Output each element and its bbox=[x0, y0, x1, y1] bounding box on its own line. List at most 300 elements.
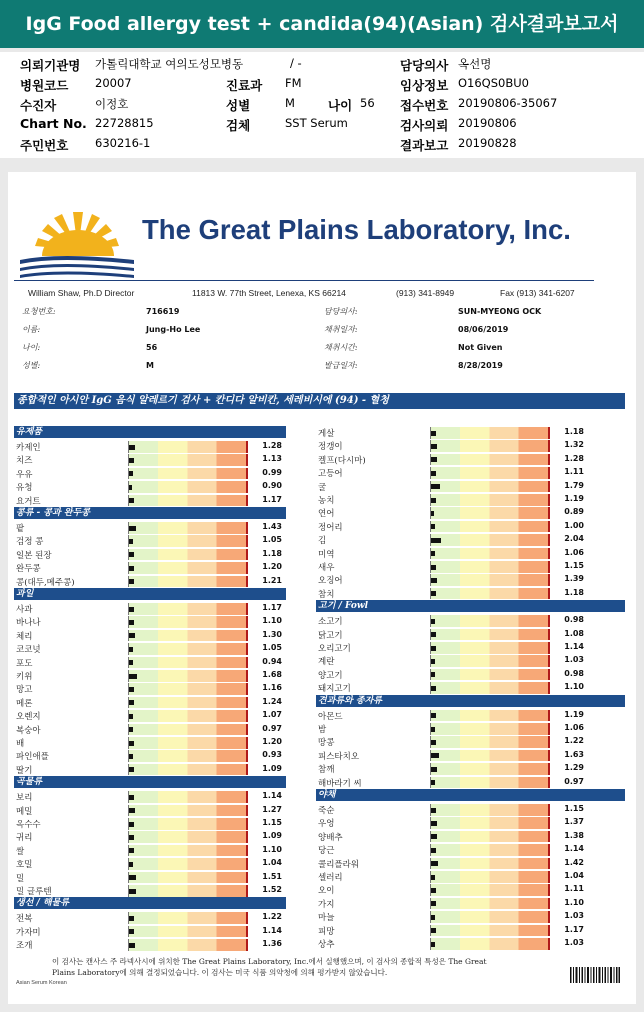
food-value: 1.18 bbox=[262, 548, 282, 558]
level-bar-fill bbox=[129, 875, 136, 880]
food-result-row bbox=[14, 629, 286, 642]
food-value: 1.28 bbox=[262, 441, 282, 450]
level-bar bbox=[430, 615, 550, 627]
chart-label: Chart No. bbox=[20, 116, 87, 131]
food-name: 복숭아 bbox=[16, 725, 41, 736]
food-result-row bbox=[14, 467, 286, 480]
food-name: 콩(대두,메주콩) bbox=[16, 577, 75, 588]
food-value: 1.04 bbox=[262, 858, 282, 868]
food-value: 1.29 bbox=[564, 763, 584, 773]
level-bar bbox=[128, 576, 248, 588]
food-result-row bbox=[316, 560, 625, 573]
level-bar bbox=[430, 723, 550, 735]
barcode-icon bbox=[570, 967, 620, 983]
food-result-row bbox=[316, 843, 625, 856]
food-value: 1.52 bbox=[262, 885, 282, 894]
food-value: 0.89 bbox=[564, 507, 584, 517]
footer-line-2: Plains Laboratory에 의해 결정되었습니다. 이 검사는 미국 식품 의약청에 의해 평가받지 않았습니다. bbox=[52, 968, 388, 977]
food-name: 돼지고기 bbox=[318, 684, 351, 695]
level-bar bbox=[430, 629, 550, 641]
food-value: 1.19 bbox=[564, 709, 584, 719]
level-bar bbox=[430, 804, 550, 816]
food-value: 1.36 bbox=[262, 939, 282, 949]
level-bar-fill bbox=[431, 767, 437, 772]
food-result-row bbox=[316, 547, 625, 560]
department-label: 진료과 bbox=[226, 78, 263, 93]
level-bar bbox=[128, 939, 248, 951]
food-result-row bbox=[14, 494, 286, 507]
food-value: 1.05 bbox=[262, 643, 282, 653]
level-bar bbox=[128, 481, 248, 493]
food-value: 1.03 bbox=[564, 655, 584, 665]
level-bar bbox=[430, 844, 550, 856]
food-name: 가자미 bbox=[16, 927, 41, 938]
food-result-row bbox=[14, 804, 286, 817]
collect-time-label: 채취시간: bbox=[324, 343, 358, 352]
food-result-row bbox=[316, 937, 625, 950]
collect-time-value: Not Given bbox=[458, 343, 503, 352]
level-bar-fill bbox=[129, 607, 134, 612]
food-value: 1.22 bbox=[262, 912, 282, 922]
food-result-row bbox=[316, 910, 625, 923]
level-bar bbox=[430, 494, 550, 506]
food-result-row bbox=[14, 575, 286, 588]
food-value: 0.90 bbox=[262, 481, 282, 491]
category-header: 유제품 bbox=[14, 426, 286, 438]
level-bar-fill bbox=[129, 929, 134, 934]
level-bar bbox=[128, 630, 248, 642]
level-bar-fill bbox=[129, 539, 133, 544]
food-value: 0.98 bbox=[564, 615, 584, 625]
food-result-row bbox=[316, 520, 625, 533]
level-bar bbox=[128, 468, 248, 480]
food-name: 우유 bbox=[16, 469, 33, 480]
food-value: 1.11 bbox=[564, 467, 584, 477]
food-result-row bbox=[14, 844, 286, 857]
sun-logo-icon bbox=[18, 194, 136, 280]
food-result-row bbox=[14, 925, 286, 938]
level-bar bbox=[430, 548, 550, 560]
level-bar-fill bbox=[431, 591, 436, 596]
food-result-row bbox=[14, 871, 286, 884]
food-value: 1.20 bbox=[262, 562, 282, 572]
level-bar bbox=[128, 643, 248, 655]
level-bar bbox=[128, 522, 248, 534]
category-header: 견과류와 종자류 bbox=[316, 695, 625, 707]
level-bar-fill bbox=[129, 700, 134, 705]
food-result-row bbox=[316, 749, 625, 762]
level-bar bbox=[430, 925, 550, 937]
food-result-row bbox=[14, 521, 286, 534]
food-name: 오징어 bbox=[318, 576, 343, 587]
level-bar bbox=[128, 562, 248, 574]
receipt-label: 접수번호 bbox=[400, 98, 449, 113]
food-name: 조개 bbox=[16, 941, 33, 952]
level-bar-fill bbox=[431, 619, 435, 624]
level-bar-fill bbox=[431, 551, 435, 556]
food-result-row bbox=[316, 924, 625, 937]
header-divider bbox=[14, 280, 594, 281]
food-name: 사과 bbox=[16, 605, 33, 615]
report-meta bbox=[0, 52, 644, 158]
food-result-row bbox=[316, 830, 625, 843]
level-bar-fill bbox=[129, 471, 133, 476]
footer-line-1: 이 검사는 캔사스 주 라넥사시에 위치한 The Great Plains Laboratory, Inc.에서 실행했으며, 이 검사의 종합적 특성은 The Great bbox=[52, 957, 487, 966]
level-bar-fill bbox=[431, 511, 434, 516]
level-bar bbox=[430, 669, 550, 681]
food-result-row bbox=[14, 696, 286, 709]
patient-label: 수진자 bbox=[20, 98, 57, 113]
level-bar bbox=[128, 818, 248, 830]
age-label: 나이 bbox=[328, 98, 353, 113]
level-bar bbox=[430, 911, 550, 923]
level-bar-fill bbox=[431, 861, 438, 866]
food-value: 1.68 bbox=[262, 670, 282, 679]
food-name: 양배추 bbox=[318, 832, 343, 843]
food-name: 보리 bbox=[16, 793, 33, 804]
level-bar bbox=[128, 831, 248, 843]
level-bar-fill bbox=[129, 767, 134, 772]
food-name: 배 bbox=[16, 739, 25, 749]
food-value: 1.13 bbox=[262, 454, 282, 464]
food-value: 1.27 bbox=[262, 804, 282, 814]
test-banner: 종합적인 아시안 IgG 음식 알레르기 검사 + 칸디다 알비칸, 세레비시에 (94) - 혈청 bbox=[14, 393, 625, 409]
results-right-column bbox=[316, 426, 625, 956]
food-result-row bbox=[316, 533, 625, 546]
food-name: 땅콩 bbox=[318, 738, 335, 749]
food-name: 포도 bbox=[16, 658, 33, 669]
level-bar bbox=[128, 535, 248, 547]
food-value: 1.24 bbox=[262, 696, 282, 706]
food-name: 요거트 bbox=[16, 496, 41, 507]
level-bar-fill bbox=[129, 445, 135, 450]
age-label: 나이: bbox=[22, 343, 41, 352]
level-bar-fill bbox=[129, 498, 134, 503]
level-bar-fill bbox=[129, 754, 133, 759]
level-bar-fill bbox=[431, 444, 437, 449]
level-bar-fill bbox=[431, 727, 435, 732]
level-bar bbox=[430, 534, 550, 546]
food-name: 계란 bbox=[318, 657, 335, 668]
level-bar bbox=[128, 926, 248, 938]
sex-label: 성별: bbox=[22, 361, 41, 370]
hospital-code-value: 20007 bbox=[95, 76, 132, 90]
food-name: 콜리플라워 bbox=[318, 859, 360, 870]
issue-date-value: 8/28/2019 bbox=[458, 361, 503, 370]
level-bar bbox=[430, 777, 550, 789]
food-name: 김 bbox=[318, 536, 327, 547]
doctor-value: SUN-MYEONG OCK bbox=[458, 307, 542, 316]
level-bar bbox=[128, 454, 248, 466]
level-bar bbox=[430, 440, 550, 452]
food-value: 1.03 bbox=[564, 938, 584, 947]
level-bar bbox=[128, 885, 248, 897]
level-bar-fill bbox=[129, 687, 134, 692]
food-name: 메론 bbox=[16, 698, 33, 709]
food-value: 1.04 bbox=[564, 871, 584, 880]
category-header: 생선 / 해물류 bbox=[14, 897, 286, 909]
level-bar-fill bbox=[431, 821, 437, 826]
level-bar-fill bbox=[431, 672, 435, 677]
food-value: 1.15 bbox=[262, 818, 282, 827]
report-title: IgG Food allergy test + candida(94)(Asian) 검사결과보고서 bbox=[0, 0, 644, 48]
sex-label: 성별 bbox=[226, 98, 251, 113]
food-value: 1.17 bbox=[262, 494, 282, 504]
food-value: 1.20 bbox=[262, 737, 282, 746]
food-result-row bbox=[14, 790, 286, 803]
level-bar bbox=[128, 764, 248, 776]
food-value: 1.03 bbox=[564, 911, 584, 921]
food-result-row bbox=[14, 440, 286, 453]
food-name: 켈프(다시마) bbox=[318, 455, 366, 466]
clinical-value: O16QS0BU0 bbox=[458, 76, 529, 90]
level-bar bbox=[128, 750, 248, 762]
food-name: 당근 bbox=[318, 846, 335, 857]
food-name: 전복 bbox=[16, 914, 33, 925]
category-header: 콩류 - 콩과 완두콩 bbox=[14, 507, 286, 519]
food-value: 1.09 bbox=[262, 763, 282, 773]
level-bar bbox=[128, 737, 248, 749]
hospital-code-label: 병원코드 bbox=[20, 78, 69, 93]
food-result-row bbox=[14, 736, 286, 749]
food-name: 피망 bbox=[318, 926, 335, 937]
level-bar-fill bbox=[431, 875, 435, 880]
food-value: 0.94 bbox=[262, 656, 282, 666]
level-bar bbox=[430, 561, 550, 573]
clinical-label: 임상정보 bbox=[400, 78, 449, 93]
food-value: 1.22 bbox=[564, 736, 584, 746]
food-result-row bbox=[14, 642, 286, 655]
level-bar-fill bbox=[129, 552, 134, 557]
food-name: 팥 bbox=[16, 524, 25, 534]
food-value: 1.79 bbox=[564, 480, 584, 490]
level-bar bbox=[430, 817, 550, 829]
level-bar bbox=[128, 845, 248, 857]
food-value: 1.05 bbox=[262, 535, 282, 545]
food-result-row bbox=[316, 883, 625, 896]
food-name: 농치 bbox=[318, 496, 335, 506]
food-result-row bbox=[14, 561, 286, 574]
lab-address: 11813 W. 77th Street, Lenexa, KS 66214 bbox=[192, 288, 346, 298]
food-result-row bbox=[14, 817, 286, 830]
issue-date-label: 발급일자: bbox=[324, 361, 358, 370]
food-value: 1.14 bbox=[564, 844, 584, 854]
level-bar-fill bbox=[431, 524, 435, 529]
level-bar bbox=[128, 805, 248, 817]
level-bar-fill bbox=[431, 431, 436, 436]
level-bar bbox=[128, 603, 248, 615]
food-name: 메밀 bbox=[16, 806, 33, 817]
level-bar-fill bbox=[431, 901, 436, 906]
food-value: 0.93 bbox=[262, 750, 282, 760]
level-bar bbox=[128, 683, 248, 695]
food-value: 1.10 bbox=[564, 682, 584, 692]
food-result-row bbox=[316, 735, 625, 748]
food-value: 1.14 bbox=[262, 791, 282, 801]
meta-row-1 bbox=[0, 56, 644, 74]
level-bar-fill bbox=[129, 458, 134, 463]
level-bar-fill bbox=[431, 471, 436, 476]
level-bar-fill bbox=[431, 834, 437, 839]
food-result-row bbox=[316, 587, 625, 600]
chart-value: 22728815 bbox=[95, 116, 154, 130]
lab-fax: Fax (913) 341-6207 bbox=[500, 288, 575, 298]
food-result-row bbox=[316, 857, 625, 870]
level-bar-fill bbox=[431, 780, 435, 785]
food-name: 바나나 bbox=[16, 618, 41, 629]
food-name: 옥수수 bbox=[16, 820, 41, 830]
food-result-row bbox=[14, 656, 286, 669]
food-name: 해바라기 씨 bbox=[318, 778, 362, 789]
food-value: 1.09 bbox=[262, 831, 282, 841]
food-result-row bbox=[14, 723, 286, 736]
institution-value: 가톨릭대학교 여의도성모병동 bbox=[95, 57, 244, 71]
level-bar bbox=[128, 495, 248, 507]
level-bar-fill bbox=[431, 538, 441, 543]
level-bar bbox=[430, 588, 550, 600]
food-name: 완두콩 bbox=[16, 564, 41, 575]
level-bar bbox=[128, 549, 248, 561]
food-name: 오리고기 bbox=[318, 644, 351, 654]
level-bar bbox=[430, 831, 550, 843]
level-bar bbox=[430, 655, 550, 667]
food-value: 1.28 bbox=[564, 453, 584, 463]
level-bar bbox=[430, 763, 550, 775]
food-result-row bbox=[316, 870, 625, 883]
level-bar-fill bbox=[431, 740, 436, 745]
level-bar bbox=[128, 724, 248, 736]
food-result-row bbox=[14, 480, 286, 493]
food-result-row bbox=[14, 911, 286, 924]
food-name: 치즈 bbox=[16, 456, 33, 467]
institution-label: 의뢰기관명 bbox=[20, 58, 81, 73]
food-result-row bbox=[14, 830, 286, 843]
food-name: 밀 bbox=[16, 873, 25, 884]
food-name: 연어 bbox=[318, 509, 335, 520]
level-bar bbox=[128, 791, 248, 803]
doctor-label: 담당의사: bbox=[324, 307, 358, 316]
food-name: 쌀 bbox=[16, 846, 25, 857]
food-name: 새우 bbox=[318, 563, 335, 573]
food-name: 키위 bbox=[16, 672, 33, 682]
food-name: 고등어 bbox=[318, 469, 343, 480]
level-bar-fill bbox=[129, 566, 134, 571]
level-bar bbox=[128, 872, 248, 884]
sex-value: M bbox=[146, 361, 154, 370]
level-bar bbox=[128, 858, 248, 870]
food-name: 망고 bbox=[16, 685, 33, 696]
level-bar-fill bbox=[431, 942, 435, 947]
food-value: 1.17 bbox=[262, 603, 282, 612]
food-result-row bbox=[316, 816, 625, 829]
results-left-column bbox=[14, 426, 286, 956]
food-name: 아몬드 bbox=[318, 711, 343, 722]
food-value: 1.10 bbox=[262, 616, 282, 626]
food-result-row bbox=[316, 453, 625, 466]
food-value: 1.37 bbox=[564, 817, 584, 827]
food-value: 0.99 bbox=[262, 467, 282, 477]
level-bar bbox=[128, 616, 248, 628]
level-bar-fill bbox=[431, 498, 436, 503]
food-result-row bbox=[316, 668, 625, 681]
food-result-row bbox=[316, 573, 625, 586]
food-value: 2.04 bbox=[564, 534, 584, 544]
level-bar-fill bbox=[431, 713, 436, 718]
form-code: Asian Serum Korean bbox=[16, 980, 67, 986]
food-value: 1.17 bbox=[564, 924, 584, 934]
level-bar bbox=[430, 938, 550, 950]
level-bar bbox=[430, 507, 550, 519]
specimen-label: 검체 bbox=[226, 118, 251, 133]
food-name: 마늘 bbox=[318, 913, 335, 924]
food-value: 1.10 bbox=[564, 897, 584, 907]
food-result-row bbox=[14, 602, 286, 615]
level-bar-fill bbox=[129, 943, 135, 948]
level-bar-fill bbox=[431, 659, 435, 664]
food-name: 파인애플 bbox=[16, 752, 49, 763]
food-result-row bbox=[14, 548, 286, 561]
meta-row-4 bbox=[0, 116, 644, 134]
food-value: 1.39 bbox=[564, 574, 584, 584]
food-name: 피스타치오 bbox=[318, 751, 360, 762]
lab-phone: (913) 341-8949 bbox=[396, 288, 455, 298]
food-result-row bbox=[14, 669, 286, 682]
food-result-row bbox=[316, 897, 625, 910]
food-result-row bbox=[14, 709, 286, 722]
level-bar bbox=[430, 750, 550, 762]
food-value: 1.00 bbox=[564, 520, 584, 530]
level-bar bbox=[430, 642, 550, 654]
sex-value: M bbox=[285, 96, 295, 110]
food-name: 가지 bbox=[318, 899, 335, 910]
level-bar-fill bbox=[431, 915, 435, 920]
level-bar bbox=[430, 521, 550, 533]
food-name: 굴 bbox=[318, 482, 327, 493]
report-date-value: 20190828 bbox=[458, 136, 517, 150]
level-bar bbox=[128, 670, 248, 682]
level-bar-fill bbox=[129, 795, 134, 800]
food-result-row bbox=[316, 506, 625, 519]
food-result-row bbox=[316, 641, 625, 654]
level-bar-fill bbox=[129, 862, 133, 867]
level-bar bbox=[430, 871, 550, 883]
food-result-row bbox=[14, 453, 286, 466]
level-bar-fill bbox=[129, 660, 133, 665]
category-header: 야채 bbox=[316, 789, 625, 801]
level-bar-fill bbox=[431, 848, 436, 853]
ssn-value: 630216-1 bbox=[95, 136, 151, 150]
category-header: 곡물류 bbox=[14, 776, 286, 788]
level-bar bbox=[128, 657, 248, 669]
food-result-row bbox=[316, 709, 625, 722]
level-bar bbox=[430, 736, 550, 748]
level-bar-fill bbox=[129, 647, 133, 652]
food-result-row bbox=[316, 762, 625, 775]
level-bar-fill bbox=[431, 888, 436, 893]
specimen-value: SST Serum bbox=[285, 116, 348, 130]
food-value: 1.16 bbox=[262, 683, 282, 693]
food-name: 호밀 bbox=[16, 860, 33, 871]
level-bar-fill bbox=[129, 579, 134, 584]
food-result-row bbox=[316, 466, 625, 479]
food-result-row bbox=[316, 439, 625, 452]
age-value: 56 bbox=[146, 343, 158, 352]
meta-row-2 bbox=[0, 76, 644, 94]
food-name: 죽순 bbox=[318, 806, 335, 816]
level-bar-fill bbox=[431, 484, 440, 489]
food-value: 1.15 bbox=[564, 561, 584, 570]
food-result-row bbox=[316, 493, 625, 506]
